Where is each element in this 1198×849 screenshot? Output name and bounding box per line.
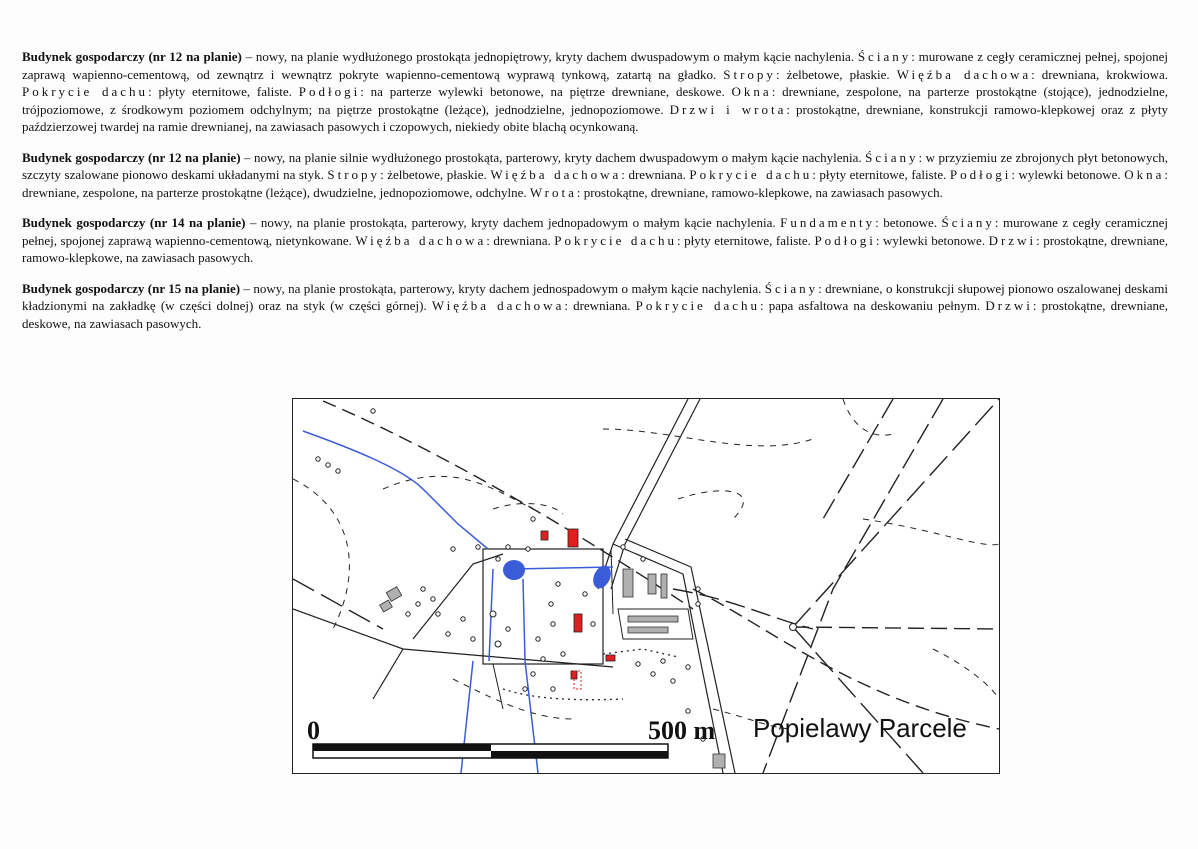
field-label: Więźba dachowa: [896, 66, 1032, 82]
road: [413, 554, 503, 639]
field-label: Pokrycie dachu: [635, 298, 760, 313]
tree: [523, 687, 527, 691]
tree: [661, 659, 665, 663]
building: [648, 574, 656, 594]
tree: [549, 602, 553, 606]
field-label: Pokrycie dachu: [689, 167, 813, 182]
building: [661, 574, 667, 598]
field-label: Okna: [731, 84, 772, 99]
field-label: Pokrycie dachu: [22, 84, 149, 99]
building-highlighted: [541, 531, 548, 540]
paragraph-text: – nowy, na planie silnie wydłużonego prostokąta, parterowy, kryty dachem dwuspadowym o małym kącie nachylenia.: [240, 149, 866, 165]
paragraph-heading: Budynek gospodarczy (nr 12 na planie): [22, 49, 242, 64]
map-title: Popielawy Parcele: [753, 713, 967, 743]
paragraph-text: : na parterze wylewki betonowe, na piętrze drewniane, deskowe.: [360, 84, 732, 99]
road: [618, 609, 693, 639]
paragraph-text: : prostokątne, drewniane, konstrukcji ramowo-klepkowej oraz z płyty paździerzowej twardej na ramie drewnianej, na zawiasach pasowych i czopowych, niekiedy obite blachą ocynkowaną.: [22, 101, 1169, 134]
tree: [641, 557, 645, 561]
tree: [316, 457, 320, 461]
site-map: [292, 398, 1000, 774]
tree: [496, 557, 500, 561]
paragraph-text: : wylewki betonowe.: [1011, 167, 1125, 182]
tree: [561, 652, 565, 656]
building: [628, 627, 668, 633]
yard-outline: [483, 549, 603, 664]
site-map-drawing: [293, 399, 999, 773]
field-label: Ściany: [865, 149, 919, 165]
paragraph-text: : drewniane, o konstrukcji słupowej pionowo oszalowanej deskami kładzionymi na zakładkę (w części dolnej) oraz na styk (w części górnej).: [22, 280, 1169, 313]
field-label: Podłogi: [298, 84, 361, 99]
tree: [671, 679, 675, 683]
paragraph-text: : papa asfaltowa na deskowaniu pełnym.: [760, 298, 986, 313]
tree: [461, 617, 465, 621]
field-label: Drzwi: [985, 298, 1033, 313]
boundary-line: [793, 399, 999, 627]
tree: [431, 597, 435, 601]
building-highlighted: [606, 655, 615, 661]
building: [386, 587, 401, 602]
paragraph-text: : żelbetowe, płaskie.: [380, 167, 491, 182]
contour-line: [843, 399, 893, 435]
paragraph-heading: Budynek gospodarczy (nr 15 na planie): [22, 280, 241, 296]
scale-start-label: 0: [307, 716, 320, 745]
field-label: Ściany: [764, 280, 819, 296]
scale-bar: [313, 744, 668, 758]
tree: [531, 672, 535, 676]
description-text: [22, 48, 1168, 345]
paragraph-text: : drewniane, zespolone, na parterze prostokątne (leżące), dwudzielne, jednopoziomowe, odchylne.: [22, 167, 1169, 200]
tree: [651, 672, 655, 676]
paragraph-text: : płyty eternitowe, faliste.: [812, 167, 950, 182]
tree: [696, 602, 700, 606]
boundary-line: [293, 579, 383, 629]
tree: [471, 637, 475, 641]
paragraph-heading: Budynek gospodarczy (nr 14 na planie): [22, 215, 246, 230]
contour-line: [493, 504, 563, 514]
boundary-line: [693, 589, 999, 729]
tree: [371, 409, 375, 413]
stream: [513, 567, 613, 569]
paragraph: [22, 280, 1168, 333]
stream: [303, 431, 488, 549]
paragraph-text: : murowane z cegły ceramicznej pełnej, spojonej zaprawą wapienno-cementową, nietynkowane.: [22, 215, 1169, 248]
tree: [421, 587, 425, 591]
tree: [636, 662, 640, 666]
boundary-line: [793, 627, 923, 773]
tree: [556, 582, 560, 586]
paragraph-text: : drewniane, zespolone, na parterze prostokątne (stojące), jednodzielne, trójpoziomowe, z środkowym poziomem odchylnym; na piętrze prostokątne (leżące), jednodzielne, jednopoziomowe.: [22, 84, 1168, 117]
paragraph-text: – nowy, na planie prostokąta, parterowy, kryty dachem jednopadowym o małym kącie nachylenia.: [245, 215, 781, 230]
building: [628, 616, 678, 622]
field-label: Pokrycie dachu: [554, 232, 677, 248]
tree: [336, 469, 340, 473]
paragraph-text: : drewniana, krokwiowa.: [1031, 66, 1168, 82]
building-highlighted: [574, 614, 582, 632]
building: [713, 754, 725, 768]
boundary-line: [673, 589, 813, 629]
tree: [326, 463, 330, 467]
field-label: Więźba dachowa: [355, 232, 487, 248]
tree: [696, 587, 700, 591]
tree: [536, 637, 540, 641]
road: [611, 399, 700, 589]
boundary-line: [793, 627, 999, 629]
paragraph-text: : drewniana.: [486, 232, 555, 248]
tree: [583, 592, 587, 596]
contour-line: [383, 476, 533, 509]
paragraph-text: : żelbetowe, płaskie.: [775, 66, 897, 82]
tree: [476, 545, 480, 549]
tree: [551, 622, 555, 626]
field-label: Więźba dachowa: [490, 167, 622, 182]
paragraph: [22, 149, 1168, 202]
building: [623, 569, 633, 597]
paragraph-text: : płyty eternitowe, faliste.: [676, 232, 815, 248]
tree: [531, 517, 535, 521]
field-label: Podłogi: [949, 167, 1012, 182]
field-label: Fundamenty: [780, 215, 876, 230]
tree: [591, 622, 595, 626]
tree: [406, 612, 410, 616]
tree: [526, 547, 530, 551]
tree: [446, 632, 450, 636]
contour-line: [293, 479, 349, 629]
paragraph-text: – nowy, na planie prostokąta, parterowy, kryty dachem jednospadowym o małym kącie nachylenia.: [240, 280, 765, 296]
yard-outline: [493, 664, 503, 709]
field-label: Stropy: [327, 167, 381, 182]
tree: [551, 687, 555, 691]
field-label: Drzwi i wrota: [669, 101, 787, 117]
field-label: Ściany: [941, 215, 995, 230]
paragraph-heading: Budynek gospodarczy (nr 12 na planie): [22, 149, 241, 165]
tree: [436, 612, 440, 616]
contour-line: [603, 429, 813, 446]
tree: [506, 627, 510, 631]
tree: [541, 657, 545, 661]
tree: [416, 602, 420, 606]
tree: [686, 709, 690, 713]
tree: [686, 665, 690, 669]
tree: [490, 611, 496, 617]
paragraph: [22, 48, 1168, 136]
road: [293, 609, 613, 667]
paragraph-text: : drewniana.: [621, 167, 690, 182]
field-label: Drzwi: [988, 232, 1037, 248]
road: [611, 549, 613, 614]
paragraph-text: : wylewki betonowe.: [875, 232, 989, 248]
boundary-line: [823, 399, 893, 519]
tree: [790, 624, 797, 631]
paragraph: [22, 214, 1168, 267]
tree: [451, 547, 455, 551]
dotted-path: [503, 689, 623, 700]
paragraph-text: : prostokątne, drewniane, deskowe, na zawiasach pasowych.: [22, 298, 1169, 331]
tree: [506, 545, 510, 549]
field-label: Ściany: [857, 49, 912, 64]
paragraph-text: : płyty eternitowe, faliste.: [148, 84, 299, 99]
scale-end-label: 500 m: [648, 716, 716, 745]
building: [380, 600, 393, 612]
paragraph-text: : prostokątne, drewniane, ramowo-klepkowe, na zawiasach pasowych.: [576, 184, 943, 200]
field-label: Podłogi: [814, 232, 876, 248]
paragraph-text: : drewniana.: [564, 298, 636, 313]
road: [373, 649, 403, 699]
pond: [503, 560, 525, 580]
paragraph-text: : betonowe.: [875, 215, 942, 230]
contour-line: [933, 649, 999, 699]
contour-line: [863, 519, 999, 545]
paragraph-text: : murowane z cegły ceramicznej pełnej, spojonej zaprawą wapienno-cementową, od zewnątrz i wewnątrz pokryte wapienno-cementową wyprawą tynkową, zatartą na gładko.: [22, 49, 1168, 82]
building-highlighted: [568, 529, 578, 547]
contour-line: [678, 491, 743, 519]
field-label: Wrota: [529, 184, 577, 200]
field-label: Więźba dachowa: [431, 298, 565, 313]
tree: [621, 545, 625, 549]
field-label: Okna: [1124, 167, 1165, 182]
field-label: Stropy: [723, 66, 776, 82]
tree: [495, 641, 501, 647]
paragraph-text: : prostokątne, drewniane, ramowo-klepkowe, na zawiasach pasowych.: [22, 232, 1168, 265]
paragraph-text: – nowy, na planie wydłużonego prostokąta jednopiętrowy, kryty dachem dwuspadowym o małym kącie nachylenia.: [241, 49, 858, 64]
paragraph-text: : w przyziemiu ze zbrojonych płyt betonowych, szczyty szalowane pionowo deskami układanymi na styk.: [22, 149, 1169, 182]
